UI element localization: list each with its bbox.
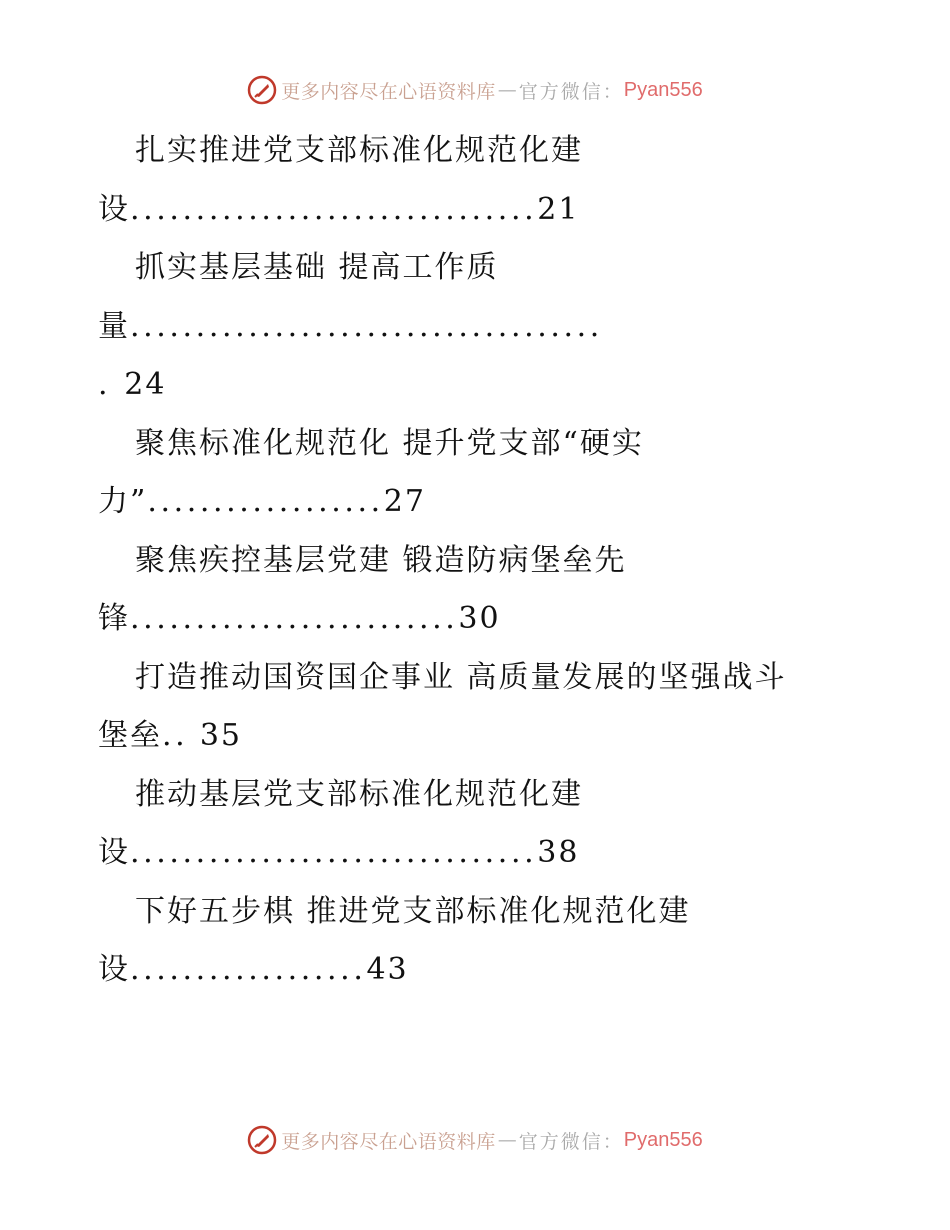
toc-entry-tail [98,473,858,532]
toc-entry-title-end: 设 [98,835,130,870]
watermark-wechat-label: 官方微信： [518,80,624,103]
toc-entry-tail [98,824,858,883]
toc-entry-title-end: 堡垒 [98,718,162,753]
toc-entry-title-end: 设 [98,191,130,227]
toc-dot-leader: .. [162,718,189,753]
table-of-contents [98,122,858,1000]
toc-entry[interactable] [98,122,858,239]
toc-entry-title-end: 设 [98,952,130,987]
toc-dot-leader: .................................... [130,308,603,344]
toc-entry-title: 扎实推进党支部标准化规范化建 [135,133,583,168]
toc-entry-title-end: 锋 [98,601,130,636]
toc-dot-leader: .................. [130,952,367,987]
toc-page-number: 24 [124,367,167,402]
toc-entry-tail [98,590,858,649]
toc-dot-leader-overflow: . [98,367,125,402]
toc-entry-tail [98,941,858,1000]
watermark-text: 更多内容尽在心语资料库 [281,80,496,103]
watermark-text: 更多内容尽在心语资料库 [281,1130,496,1153]
toc-dot-leader: .................. [147,484,384,519]
toc-page-number: 43 [366,952,409,987]
footer-watermark [0,1120,950,1160]
watermark-wechat-id: Pyan556 [623,78,703,101]
watermark-wechat-id: Pyan556 [623,1128,703,1151]
quill-logo-icon [247,75,277,105]
toc-page-number: 27 [383,484,426,519]
toc-entry[interactable] [98,415,858,532]
quill-logo-icon [247,1125,277,1155]
toc-dot-leader: ............................... [130,191,538,227]
watermark-dash: — [497,79,517,101]
toc-entry[interactable] [98,239,858,415]
toc-entry-title-end: 量 [98,308,130,344]
toc-entry-tail [98,707,858,766]
toc-entry-title-end: 力” [98,484,148,519]
toc-page-number: 38 [537,835,580,870]
toc-page-number: 30 [458,601,501,636]
header-watermark [0,70,950,110]
watermark-dash: — [497,1129,517,1151]
toc-entry[interactable] [98,649,858,766]
toc-entry-title: 推动基层党支部标准化规范化建 [135,776,583,812]
toc-entry[interactable] [98,532,858,649]
toc-entry-tail [98,298,858,357]
watermark-wechat-label: 官方微信： [518,1130,624,1153]
toc-page-number: 21 [537,191,580,227]
toc-page-number: 35 [188,718,242,753]
toc-entry-title: 抓实基层基础 提高工作质 [135,250,499,285]
toc-entry-tail [98,181,858,240]
toc-entry[interactable] [98,883,858,1000]
toc-entry-title: 打造推动国资国企事业 高质量发展的坚强战斗 [135,659,787,695]
toc-dot-leader: ......................... [130,601,459,636]
toc-entry-title: 下好五步棋 推进党支部标准化规范化建 [135,893,691,929]
toc-entry[interactable] [98,766,858,883]
toc-entry-title: 聚焦标准化规范化 提升党支部“硬实 [135,425,644,461]
toc-entry-title: 聚焦疾控基层党建 锻造防病堡垒先 [135,542,627,578]
toc-entry-tail-wrap [98,356,858,415]
toc-dot-leader: ............................... [130,835,538,870]
